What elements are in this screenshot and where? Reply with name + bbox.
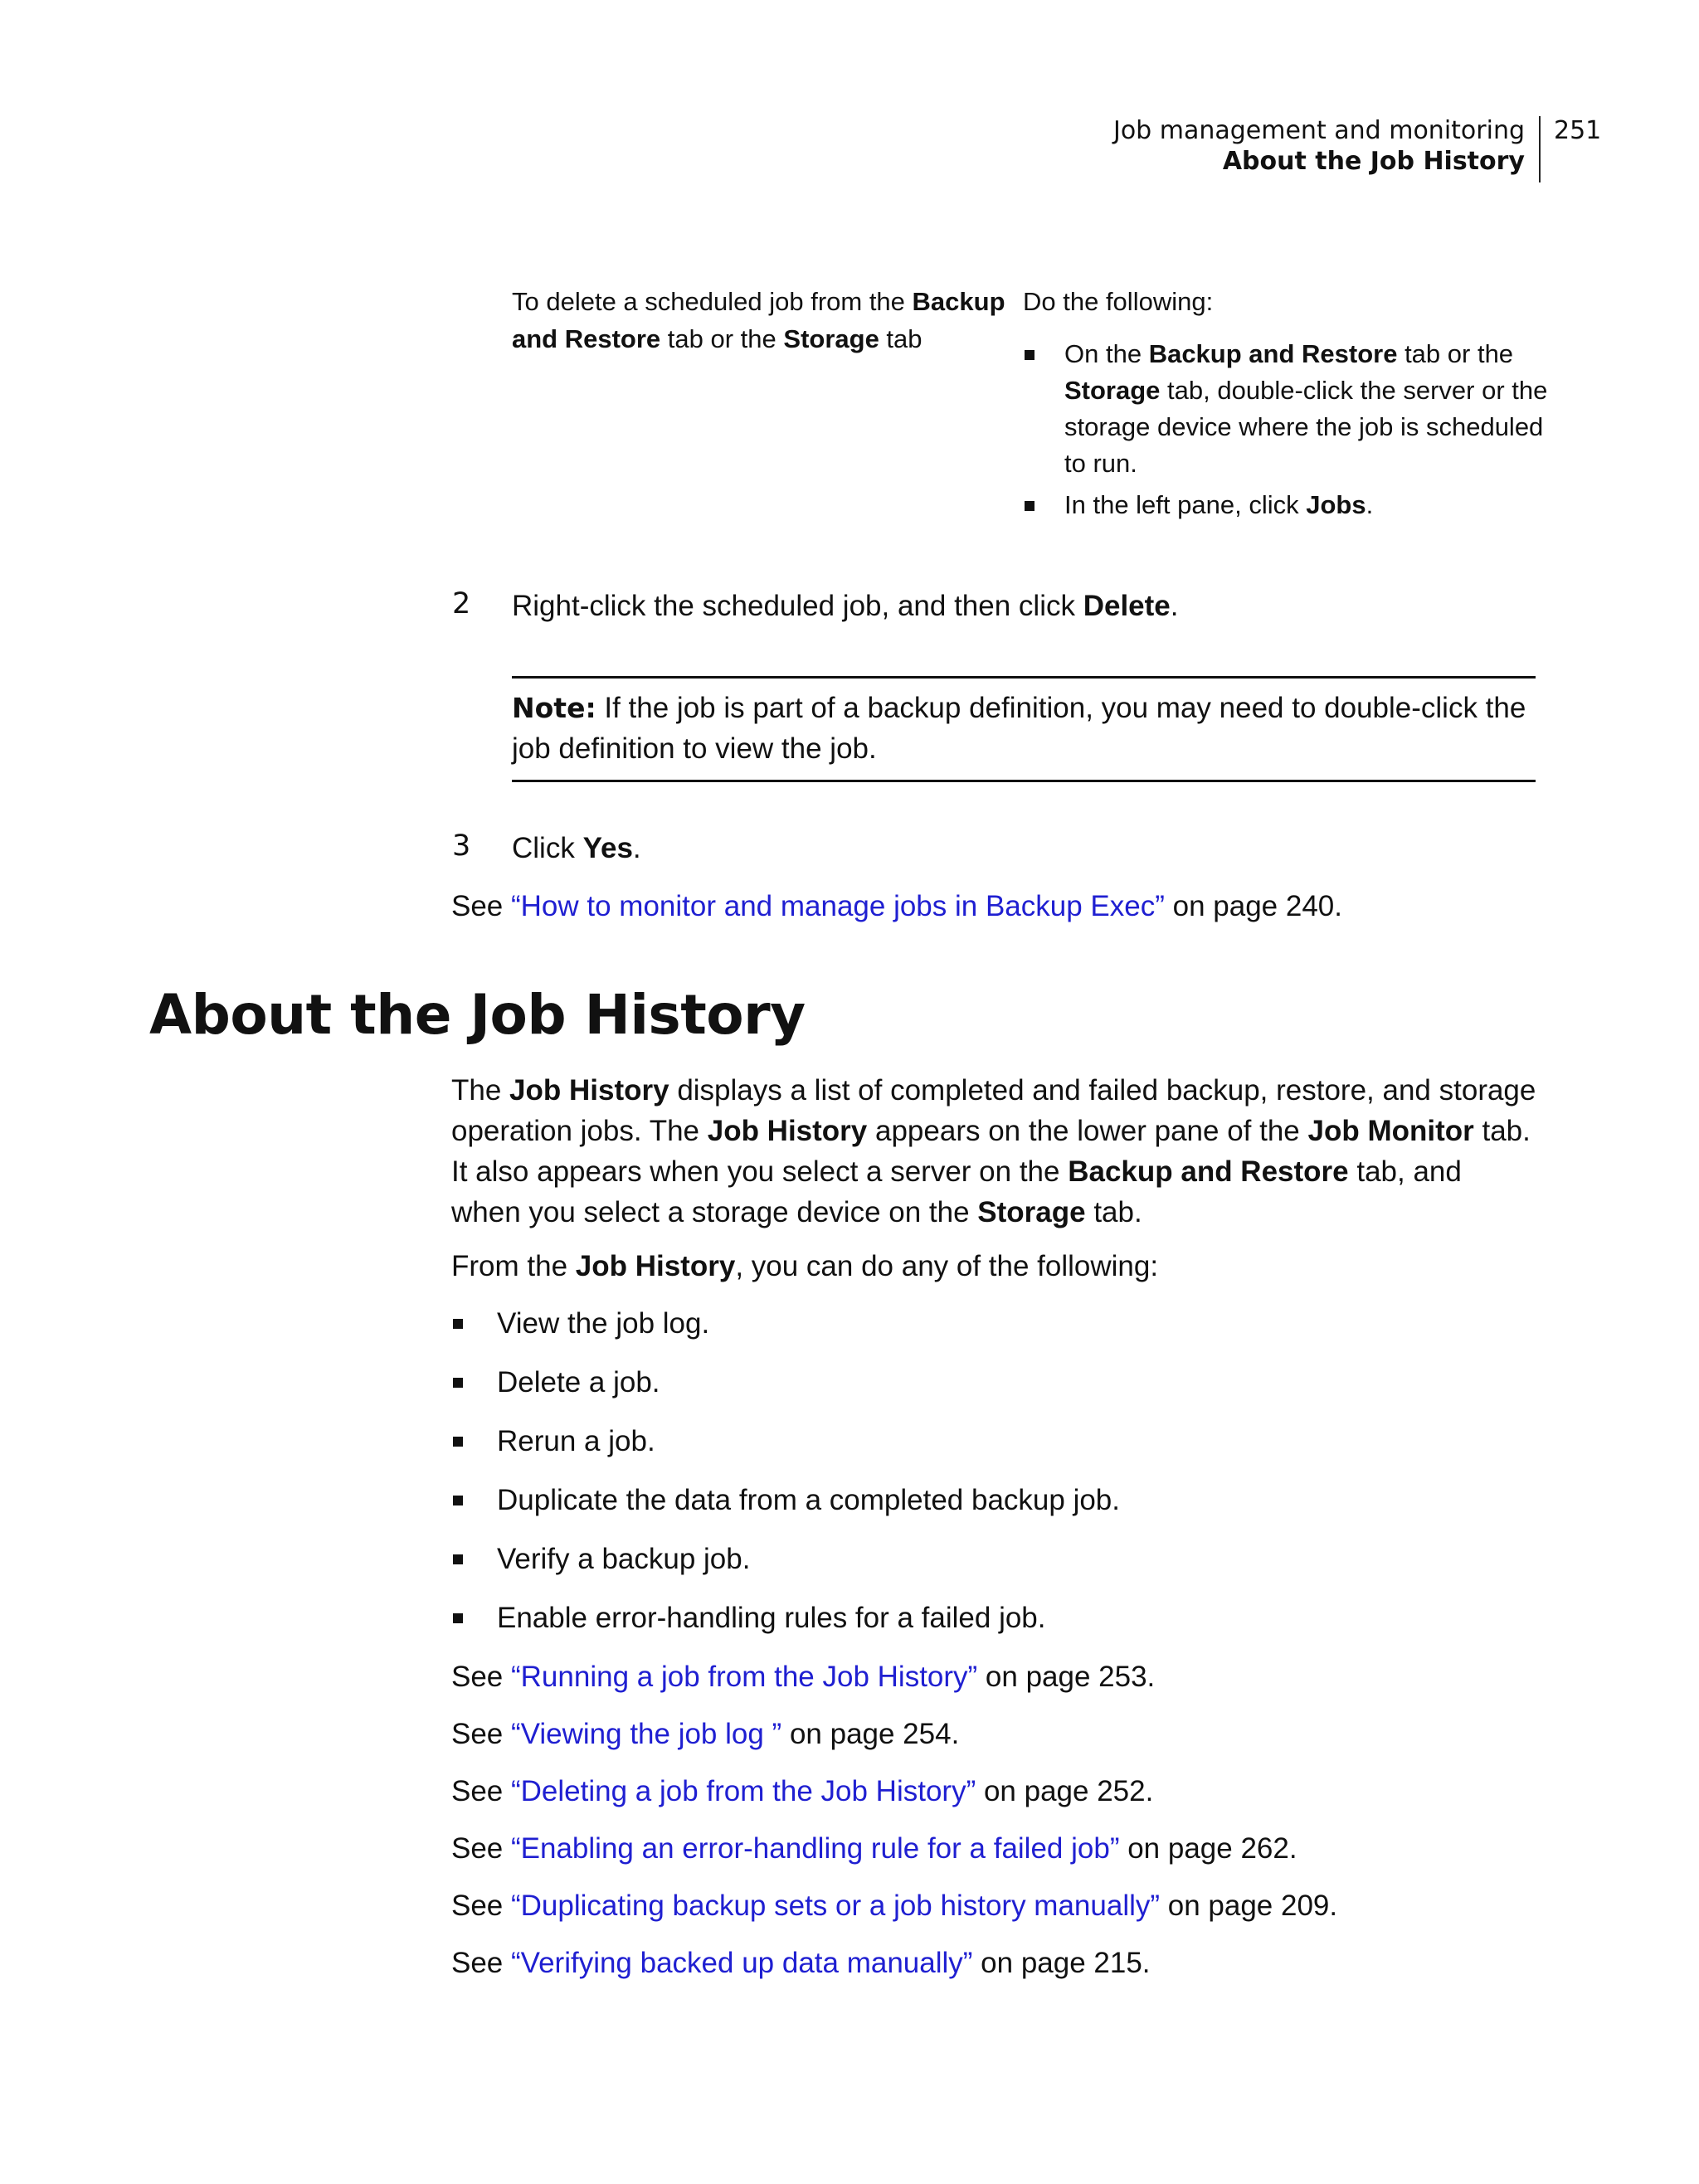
step-text	[512, 829, 1536, 868]
para-text: tab. It also appears when you select a server on the	[451, 1115, 1531, 1188]
list-item-text: Duplicate the data from a completed backup job.	[497, 1484, 1120, 1516]
cross-reference-link[interactable]: “How to monitor and manage jobs in Backup Exec”	[511, 890, 1165, 922]
item-bold: Jobs	[1306, 490, 1366, 519]
step-number: 2	[452, 587, 471, 620]
para-text: appears on the lower pane of the	[867, 1115, 1308, 1147]
cross-reference-link[interactable]: “Duplicating backup sets or a job history manually”	[511, 1890, 1161, 1922]
bullet-square-icon	[453, 1437, 463, 1447]
cell-text: tab or the	[660, 324, 784, 353]
running-header-section: Job management and monitoring	[1112, 116, 1525, 145]
list-item	[451, 1480, 1538, 1520]
cross-reference-link[interactable]: “Running a job from the Job History”	[511, 1661, 978, 1693]
running-header-title: About the Job History	[1222, 147, 1525, 176]
header-divider	[1539, 116, 1541, 182]
see-also	[451, 1943, 1538, 1983]
see-suffix: on page 254.	[781, 1718, 960, 1750]
list-item	[451, 1598, 1538, 1638]
para-bold: Job History	[575, 1250, 736, 1282]
cross-reference-link[interactable]: “Enabling an error-handling rule for a failed job”	[511, 1832, 1120, 1865]
see-prefix: See	[451, 1775, 511, 1807]
see-suffix: on page 215.	[972, 1947, 1151, 1979]
list-item	[451, 1362, 1538, 1403]
item-bold: Storage	[1064, 376, 1161, 405]
step-text-part: .	[1170, 590, 1179, 622]
see-suffix: on page 253.	[977, 1661, 1156, 1693]
bullet-square-icon	[453, 1319, 463, 1329]
section-heading: About the Job History	[149, 983, 806, 1047]
bullet-square-icon	[1025, 501, 1034, 511]
cross-reference-link[interactable]: “Verifying backed up data manually”	[511, 1947, 973, 1979]
cell-bold: Storage	[783, 324, 879, 353]
intro-paragraph	[451, 1070, 1538, 1233]
para-bold: Job History	[509, 1074, 669, 1107]
note-label: Note:	[512, 692, 596, 724]
list-item	[451, 1539, 1538, 1579]
bullet-square-icon	[453, 1554, 463, 1564]
table-cell-task	[512, 283, 1010, 358]
para-text: displays a list of completed and failed backup, restore, and storage operation jobs. The	[451, 1074, 1536, 1147]
bullet-square-icon	[453, 1378, 463, 1388]
cell-text: tab	[879, 324, 923, 353]
cross-reference-link[interactable]: “Deleting a job from the Job History”	[511, 1775, 976, 1807]
step-text-part: Right-click the scheduled job, and then click	[512, 590, 1083, 622]
see-prefix: See	[451, 1890, 511, 1922]
item-bold: Backup and Restore	[1148, 339, 1398, 368]
item-text: .	[1366, 490, 1374, 519]
see-also	[451, 1714, 1538, 1754]
note-top-rule	[512, 676, 1536, 679]
list-item	[1023, 487, 1554, 523]
see-also	[451, 1885, 1538, 1926]
bullet-square-icon	[453, 1496, 463, 1505]
para-bold: Storage	[977, 1196, 1086, 1228]
cell-bold: Backup and Restore	[512, 287, 1005, 353]
see-suffix: on page 240.	[1164, 890, 1342, 922]
see-suffix: on page 209.	[1160, 1890, 1338, 1922]
list-item	[1023, 336, 1554, 482]
step-text-part: Click	[512, 832, 583, 864]
bullet-square-icon	[1025, 350, 1034, 360]
para-text: tab.	[1085, 1196, 1142, 1228]
list-item-text: Rerun a job.	[497, 1425, 655, 1457]
para-bold: Job History	[707, 1115, 868, 1147]
from-paragraph	[451, 1246, 1538, 1287]
see-prefix: See	[451, 1947, 511, 1979]
item-text: In the left pane, click	[1064, 490, 1307, 519]
cross-reference-link[interactable]: “Viewing the job log ”	[511, 1718, 782, 1750]
note-bottom-rule	[512, 780, 1536, 782]
see-prefix: See	[451, 1832, 511, 1865]
para-text: , you can do any of the following:	[735, 1250, 1159, 1282]
item-text: On the	[1064, 339, 1149, 368]
step-number: 3	[452, 829, 471, 863]
see-also	[451, 1656, 1538, 1697]
para-text: tab, and when you select a storage device on the	[451, 1155, 1462, 1228]
cell-text: To delete a scheduled job from the	[512, 287, 913, 316]
see-also	[451, 1771, 1538, 1812]
table-cell-bullets	[1023, 336, 1554, 528]
see-prefix: See	[451, 890, 511, 922]
see-also	[451, 886, 1538, 927]
item-text: tab or the	[1397, 339, 1514, 368]
list-item-text: View the job log.	[497, 1307, 710, 1340]
page-number: 251	[1554, 116, 1602, 145]
see-prefix: See	[451, 1718, 511, 1750]
table-cell-instructions-intro: Do the following:	[1023, 287, 1214, 316]
list-item-text: Enable error-handling rules for a failed job.	[497, 1602, 1046, 1634]
para-text: From the	[451, 1250, 576, 1282]
list-item	[451, 1421, 1538, 1462]
para-text: The	[451, 1074, 510, 1107]
see-suffix: on page 262.	[1119, 1832, 1297, 1865]
step-text	[512, 586, 1536, 626]
list-item-text: Delete a job.	[497, 1366, 660, 1398]
bullet-square-icon	[453, 1613, 463, 1623]
para-bold: Job Monitor	[1307, 1115, 1474, 1147]
see-prefix: See	[451, 1661, 511, 1693]
see-suffix: on page 252.	[976, 1775, 1154, 1807]
item-text: tab, double-click the server or the storage device where the job is scheduled to run.	[1064, 376, 1548, 478]
step-bold: Yes	[582, 832, 633, 864]
para-bold: Backup and Restore	[1068, 1155, 1349, 1188]
note-block	[512, 688, 1536, 769]
list-item	[451, 1303, 1538, 1344]
list-item-text: Verify a backup job.	[497, 1543, 751, 1575]
see-also	[451, 1828, 1538, 1869]
note-text: If the job is part of a backup definition, you may need to double-click the job definition to view the job.	[512, 692, 1526, 765]
step-bold: Delete	[1083, 590, 1171, 622]
step-text-part: .	[632, 832, 641, 864]
